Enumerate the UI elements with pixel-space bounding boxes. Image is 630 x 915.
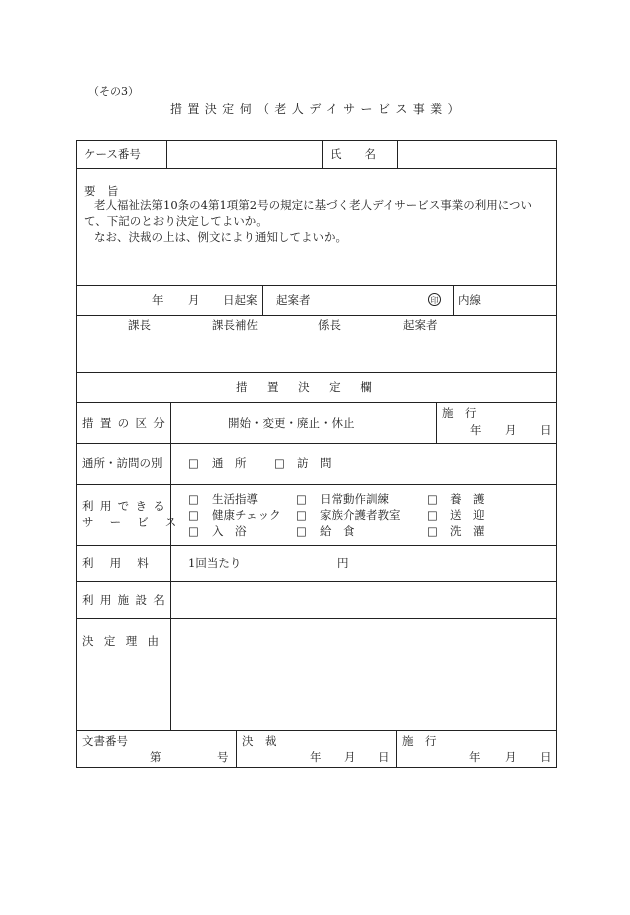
fee-yen-unit: 円 — [337, 556, 349, 570]
divider — [76, 372, 557, 373]
reason-field[interactable] — [174, 622, 552, 726]
checkbox[interactable]: □ — [427, 492, 438, 506]
divider — [236, 730, 237, 768]
attendance-option-commute: 通 所 — [212, 456, 247, 470]
checkbox[interactable]: □ — [296, 508, 307, 522]
case-number-label: ケース番号 — [84, 147, 141, 161]
reason-label: 決定理由 — [82, 634, 170, 648]
checkbox[interactable]: □ — [427, 524, 438, 538]
summary-text: なお、決裁の上は、例文により通知してよいか。 — [94, 230, 347, 244]
divider — [76, 581, 557, 582]
checkbox[interactable]: □ — [296, 492, 307, 506]
service-item: 送 迎 — [450, 508, 485, 522]
divider — [76, 730, 557, 731]
seal-mark: 印 — [428, 293, 441, 306]
enforcement-year: 年 — [470, 423, 482, 437]
approver-label: 課長 — [128, 318, 151, 332]
document-number-prefix: 第 — [150, 750, 162, 764]
draft-day-label: 日起案 — [223, 293, 258, 307]
attendance-option-visit: 訪 問 — [297, 456, 332, 470]
enforcement-day: 日 — [540, 423, 552, 437]
services-label: 利用できる — [82, 499, 172, 513]
name-field[interactable] — [399, 142, 554, 166]
approver-label: 係長 — [318, 318, 341, 332]
form-title: 措置決定伺（老人デイサービス事業） — [170, 102, 465, 116]
attendance-label: 通所・訪問の別 — [82, 456, 163, 470]
enforcement-day: 日 — [540, 750, 552, 764]
divider — [166, 140, 167, 168]
form-number: （その3） — [88, 85, 139, 98]
divider — [453, 285, 454, 315]
service-item: 入 浴 — [212, 524, 247, 538]
enforcement-month: 月 — [505, 750, 517, 764]
document-number-label: 文書番号 — [82, 734, 128, 748]
divider — [76, 484, 557, 485]
divider — [322, 140, 323, 168]
divider — [76, 285, 557, 286]
divider — [76, 618, 557, 619]
divider — [76, 402, 557, 403]
services-label: サービス — [82, 515, 193, 529]
enforcement-month: 月 — [505, 423, 517, 437]
extension-label: 内線 — [458, 293, 481, 307]
approver-label: 課長補佐 — [212, 318, 258, 332]
approval-day: 日 — [378, 750, 390, 764]
service-item: 養 護 — [450, 492, 485, 506]
divider — [436, 402, 437, 443]
checkbox[interactable]: □ — [188, 524, 199, 538]
drafter-label: 起案者 — [276, 293, 311, 307]
draft-month-label: 月 — [188, 293, 200, 307]
divider — [76, 545, 557, 546]
document-number-suffix: 号 — [217, 750, 229, 764]
checkbox[interactable]: □ — [427, 508, 438, 522]
divider — [397, 140, 398, 168]
classification-options[interactable]: 開始・変更・廃止・休止 — [228, 416, 355, 430]
fee-per-use-label: 1回当たり — [188, 556, 242, 570]
draft-year-label: 年 — [152, 293, 164, 307]
checkbox[interactable]: □ — [188, 492, 199, 506]
facility-label: 利用施設名 — [82, 593, 172, 607]
summary-heading: 要 旨 — [84, 184, 119, 198]
decision-section-heading: 措 置 決 定 欄 — [236, 380, 376, 394]
service-item: 家族介護者教室 — [320, 508, 401, 522]
checkbox[interactable]: □ — [188, 456, 199, 470]
fee-amount-field[interactable] — [248, 553, 332, 573]
fee-label: 利用料 — [82, 556, 165, 570]
approver-label: 起案者 — [403, 318, 438, 332]
enforcement-label: 施 行 — [402, 734, 437, 748]
name-label: 氏 名 — [330, 147, 376, 161]
classification-label: 措置の区分 — [82, 416, 172, 430]
service-item: 健康チェック — [212, 508, 281, 522]
approval-year: 年 — [310, 750, 322, 764]
checkbox[interactable]: □ — [188, 508, 199, 522]
divider — [76, 315, 557, 316]
facility-name-field[interactable] — [174, 584, 552, 614]
service-item: 洗 濯 — [450, 524, 485, 538]
checkbox[interactable]: □ — [274, 456, 285, 470]
divider — [76, 168, 557, 169]
service-item: 給 食 — [320, 524, 355, 538]
service-item: 生活指導 — [212, 492, 258, 506]
divider — [76, 443, 557, 444]
divider — [262, 285, 263, 315]
service-item: 日常動作訓練 — [320, 492, 389, 506]
summary-text: て、下記のとおり決定してよいか。 — [84, 214, 268, 228]
enforcement-year: 年 — [469, 750, 481, 764]
approval-label: 決 裁 — [242, 734, 277, 748]
divider — [170, 402, 171, 730]
divider — [396, 730, 397, 768]
summary-text: 老人福祉法第10条の4第1項第2号の規定に基づく老人デイサービス事業の利用につい — [94, 198, 533, 212]
case-number-field[interactable] — [168, 142, 320, 166]
enforcement-label: 施 行 — [442, 406, 477, 420]
approval-month: 月 — [344, 750, 356, 764]
checkbox[interactable]: □ — [296, 524, 307, 538]
